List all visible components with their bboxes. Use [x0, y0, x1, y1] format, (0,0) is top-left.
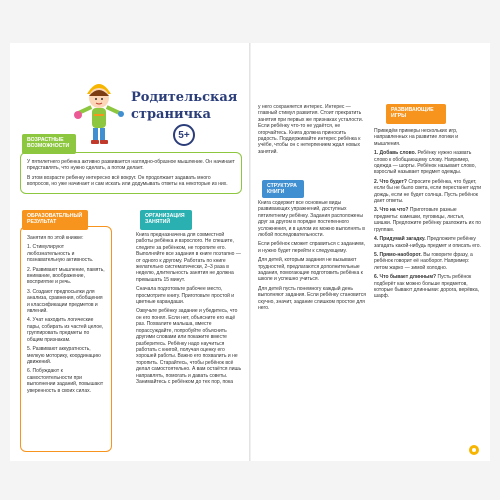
girl-illustration [73, 68, 125, 146]
game-text: Приготовьте разные предметы: камешки, пуговицы, листья, шишки. Предложите ребёнку разложить их по группам. [374, 207, 481, 233]
edu-item: 1. Стимулируют любознательность и познавательную активность. [27, 244, 94, 264]
age-features-text-2: В этом возрасте ребенку интересно всё вокруг. Он продолжает задавать много вопросов, но уже начинает и сам искать или додумывать ответы на некоторые из них. [27, 174, 228, 188]
corner-decoration-icon [468, 444, 480, 456]
structure-paragraph-1: Книга содержит все основные виды развивающих упражнений, доступных пятилетнему ребёнку. Задания расположены друг за другом в порядке постепенного усложнения, и в целом их можно выполнять в любой последовательности. [258, 200, 365, 239]
book-structure-text [258, 200, 366, 315]
structure-paragraph-2: Если ребёнок сможет справиться с заданием, и нужно будет перейти к следующему. [258, 241, 365, 254]
games-intro: Приведём примеры нескольких игр, направленных на развитие логики и мышления. [374, 128, 459, 147]
page-title [131, 89, 251, 123]
game-item [374, 252, 482, 271]
edu-item: 2. Развивают мышление, память, внимание, воображение, восприятие и речь. [27, 266, 105, 286]
org-paragraph-2: Сначала подготовьте рабочее место, просмотрите книгу. Приготовьте простой и цветные карандаши. [136, 286, 235, 306]
tab-book-structure: СТРУКТУРА КНИГИ [262, 180, 304, 198]
structure-paragraph-4: Для детей пусть понемногу каждый день выполняют задания. Если ребёнку становится скучно, значит, задание слишком простое для него. [258, 285, 367, 312]
edu-item: 4. Учат находить логические пары, собирать из частей целое, группировать предметы по общим признакам. [27, 317, 104, 343]
game-item [374, 179, 482, 205]
right-top-text [258, 104, 366, 158]
game-title: 5. Прямо-наоборот. [374, 251, 422, 258]
edu-intro: Занятия по этой книжке: [27, 235, 84, 241]
game-text: Пусть ребёнок подберёт как можно больше предметов, которые бывают длинными: дорога, верёвка, шарф. [374, 274, 479, 300]
tab-class-organization: ОРГАНИЗАЦИЯ ЗАНЯТИЙ [140, 210, 192, 230]
right-top-paragraph: у него сохраняется интерес. Интерес — главный стимул развития. Стоит прекратить занятия при первых же признаках усталости. Если ребёнку что-то не удаётся, не огорчайтесь. Книга должна приносить радость. Поддерживайте интерес ребёнка к учёбе, чтобы он с нетерпением ждал новых занятий. [258, 104, 364, 155]
age-features-text-1: У пятилетнего ребенка активно развивается наглядно-образное мышление. Он начинает представлять, что нужно сделать, а потом делает. [27, 159, 235, 172]
org-paragraph-3: Озвучьте ребёнку задание и убедитесь, что он его понял. Если нет, объясните его ещё раз. Похвалите малыша, вместе порассуждайте, попробуйте объяснить другими словами или покажите вместе разберитесь. Ребёнку надо научиться работать с книгой, получая оценку его хорошей работы. Важно его похвалить и не торопить. Старайтесь, чтобы ребёнок всё делал самостоятельно. А вам остаётся лишь направлять, помогать и давать советы. Занимайтесь с ребёнком до тех пор, пока [136, 308, 242, 385]
game-item [374, 236, 482, 249]
title-line-1: Родительская [131, 90, 238, 105]
age-features-box [20, 152, 242, 194]
game-item [374, 274, 482, 300]
tab-developing-games: РАЗВИВАЮЩИЕ ИГРЫ [386, 104, 446, 124]
class-organization-text [136, 232, 242, 388]
game-item [374, 150, 482, 176]
game-title: 4. Придумай загадку. [374, 236, 426, 243]
game-title: 3. Что на что? [374, 207, 409, 214]
game-title: 1. Добавь слово. [374, 150, 417, 157]
game-text: Спросите ребёнка, что будет, если бы не было света, если перестанет идти дождь, если не будет солнца. Пусть ребёнок дает ответы. [374, 178, 482, 205]
tab-educational-result: ОБРАЗОВАТЕЛЬНЫЙ РЕЗУЛЬТАТ [22, 210, 88, 230]
edu-item: 3. Создают предпосылки для анализа, сравнения, обобщения и классификации предметов и явлений. [27, 288, 103, 315]
game-text: Ребёнку нужно назвать слово к обобщающему слову. Например, одежда — шорты. Ребёнок называет слово, взрослый называет предмет одежды. [374, 150, 476, 176]
org-paragraph-1: Книга предназначена для совместной работы ребёнка и взрослого. Не спешите, следите за ребёнком, не торопите его. Выполняйте все задания в книге поэтапно — от одного к другому. Работать по книге желательно систематически, 2–3 раза в неделю, длительность занятия не должна превышать 15 минут. [136, 232, 241, 283]
game-text: Предложите ребёнку загадать какой-нибудь предмет и описать его. [374, 236, 481, 249]
games-text [374, 128, 482, 303]
title-line-2: страничка [131, 107, 211, 122]
game-text: Вы говорите фразу, а ребёнок говорит её наоборот. Например: летом жарко — зимой холодно. [374, 251, 473, 271]
age-badge: 5+ [173, 124, 195, 146]
educational-result-box [20, 226, 112, 452]
structure-paragraph-3: Для детей, которым задания не вызывают трудностей, предлагаются дополнительные задания, помогающие подготовить ребёнка к школе и успешно учиться. [258, 257, 363, 283]
game-title: 2. Что будет? [374, 178, 407, 185]
edu-item: 6. Побуждают к самостоятельности при выполнении заданий, повышают уверенность в своих силах. [27, 368, 104, 394]
tab-age-features: ВОЗРАСТНЫЕ ВОЗМОЖНОСТИ [22, 134, 76, 154]
game-title: 6. Что бывает длинным? [374, 274, 437, 281]
game-item [374, 207, 482, 233]
edu-item: 5. Развивают аккуратность, мелкую моторику, координацию движений. [27, 346, 101, 365]
